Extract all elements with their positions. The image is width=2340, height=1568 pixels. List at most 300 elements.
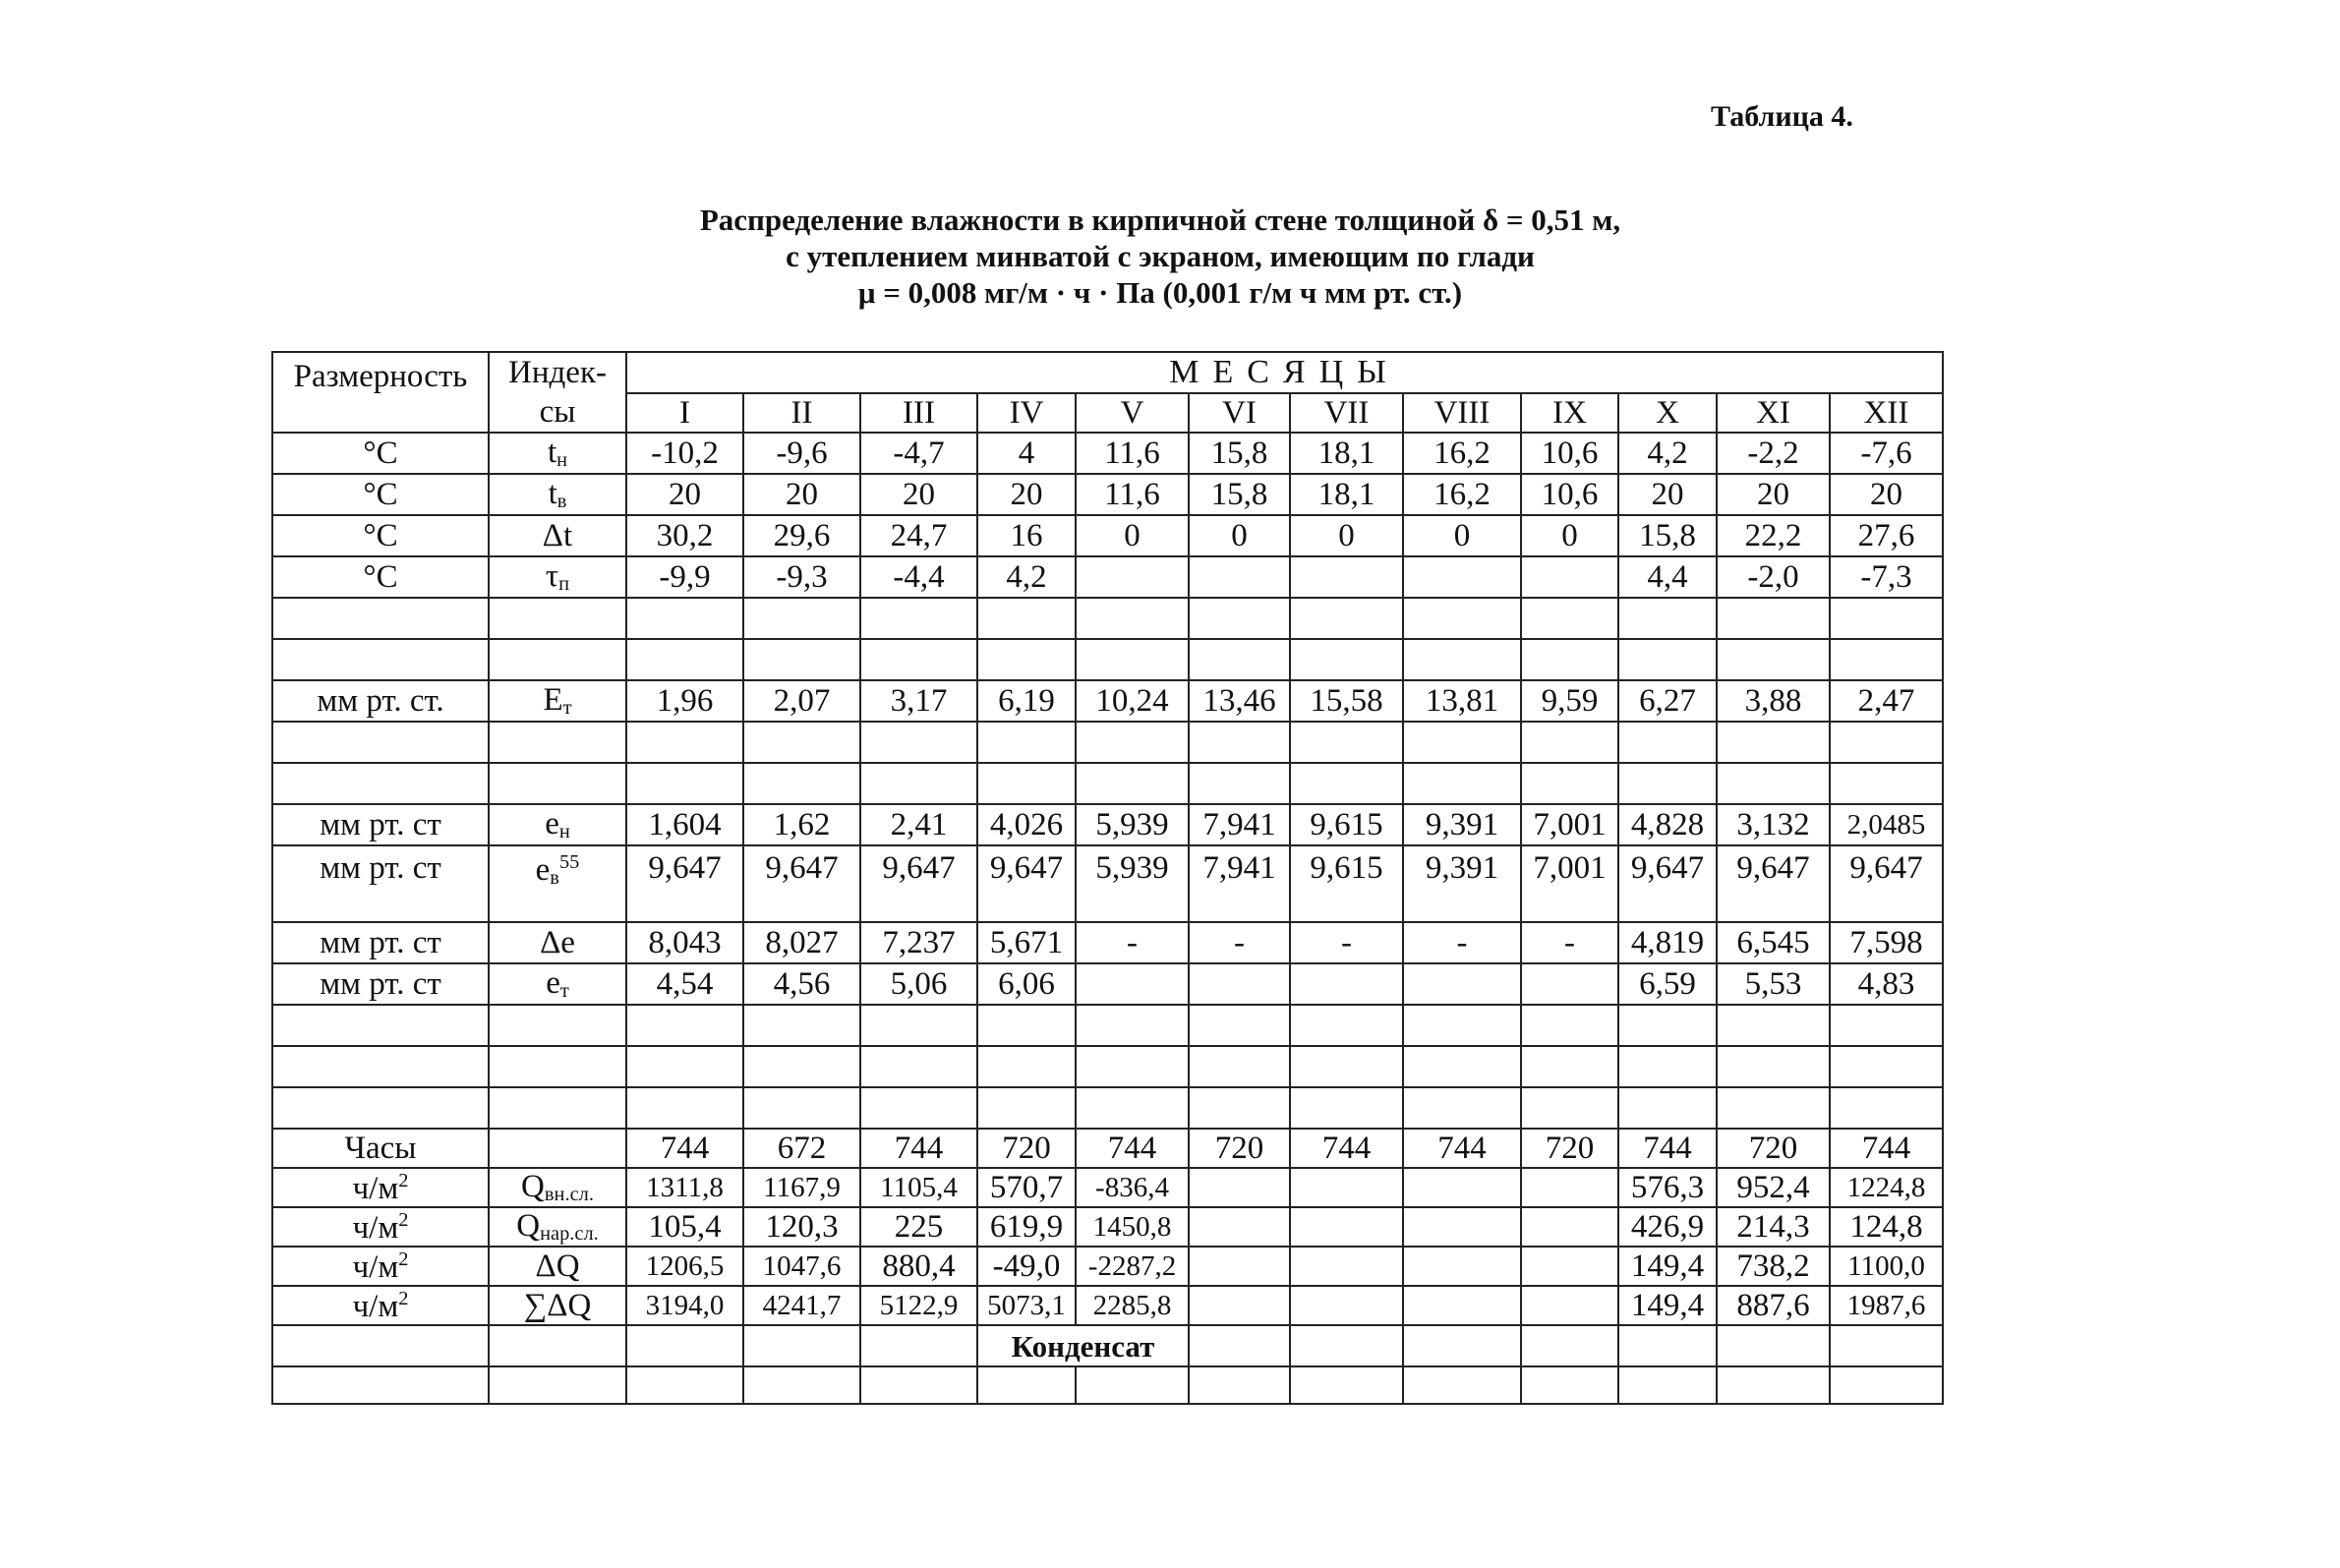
empty-row <box>272 1005 1943 1046</box>
empty-row <box>272 639 1943 680</box>
value-cell: 1,62 <box>743 804 860 845</box>
empty-cell <box>489 639 626 680</box>
empty-cell <box>1403 1325 1521 1366</box>
value-cell: 9,391 <box>1403 804 1521 845</box>
value-cell: 744 <box>1290 1129 1403 1168</box>
empty-cell <box>743 763 860 804</box>
empty-cell <box>1618 598 1717 639</box>
unit-cell: мм рт. ст <box>272 922 489 963</box>
value-cell: 22,2 <box>1717 515 1830 556</box>
month-header-4: IV <box>977 393 1076 433</box>
empty-cell <box>1290 1005 1403 1046</box>
value-cell <box>1076 556 1189 598</box>
header-index-line1: Индек- <box>489 352 626 393</box>
value-cell: 3,17 <box>860 680 977 722</box>
value-cell <box>1403 1247 1521 1286</box>
empty-cell <box>1830 1087 1943 1129</box>
value-cell: 6,59 <box>1618 963 1717 1005</box>
empty-cell <box>272 1087 489 1129</box>
index-cell <box>489 1129 626 1168</box>
index-cell: Δe <box>489 922 626 963</box>
value-cell <box>1189 1168 1290 1207</box>
value-cell: 9,647 <box>743 845 860 922</box>
empty-cell <box>860 1046 977 1087</box>
value-cell <box>1403 1168 1521 1207</box>
empty-cell <box>626 763 743 804</box>
empty-cell <box>977 722 1076 763</box>
empty-cell <box>272 722 489 763</box>
month-header-7: VII <box>1290 393 1403 433</box>
value-cell: 4,819 <box>1618 922 1717 963</box>
value-cell: 1311,8 <box>626 1168 743 1207</box>
row-de <box>272 922 1943 963</box>
empty-cell <box>1290 1325 1403 1366</box>
value-cell: 3,132 <box>1717 804 1830 845</box>
empty-cell <box>860 1325 977 1366</box>
empty-cell <box>1830 598 1943 639</box>
value-cell: - <box>1521 922 1618 963</box>
empty-cell <box>626 639 743 680</box>
empty-cell <box>1521 763 1618 804</box>
value-cell: 5,939 <box>1076 845 1189 922</box>
index-cell: $Q_{вн.сл.}$ <box>489 1168 626 1207</box>
empty-cell <box>1076 1087 1189 1129</box>
value-cell <box>1403 556 1521 598</box>
empty-cell <box>1830 639 1943 680</box>
value-cell: 1224,8 <box>1830 1168 1943 1207</box>
empty-cell <box>1290 598 1403 639</box>
value-cell: 2285,8 <box>1076 1286 1189 1325</box>
value-cell: 0 <box>1076 515 1189 556</box>
value-cell <box>1189 556 1290 598</box>
value-cell: 7,941 <box>1189 804 1290 845</box>
value-cell: 4,2 <box>977 556 1076 598</box>
empty-cell <box>743 639 860 680</box>
value-cell: 738,2 <box>1717 1247 1830 1286</box>
empty-cell <box>1717 1087 1830 1129</box>
value-cell <box>1290 1286 1403 1325</box>
value-cell <box>1521 963 1618 1005</box>
value-cell: 744 <box>626 1129 743 1168</box>
table-title <box>551 202 1770 311</box>
value-cell: 4,54 <box>626 963 743 1005</box>
value-cell: 9,647 <box>626 845 743 922</box>
value-cell: 24,7 <box>860 515 977 556</box>
header-months: МЕСЯЦЫ <box>626 352 1943 393</box>
value-cell: 124,8 <box>1830 1207 1943 1247</box>
value-cell: 13,81 <box>1403 680 1521 722</box>
value-cell: 1,96 <box>626 680 743 722</box>
value-cell: 5,671 <box>977 922 1076 963</box>
header-index-line2: сы <box>489 393 626 433</box>
row-e-n <box>272 804 1943 845</box>
value-cell <box>1290 1207 1403 1247</box>
empty-cell <box>1717 1046 1830 1087</box>
value-cell: 1105,4 <box>860 1168 977 1207</box>
empty-row <box>272 1046 1943 1087</box>
empty-cell <box>489 1087 626 1129</box>
empty-cell <box>977 598 1076 639</box>
row-t-v <box>272 474 1943 515</box>
empty-cell <box>977 1005 1076 1046</box>
value-cell <box>1403 1286 1521 1325</box>
value-cell: 6,06 <box>977 963 1076 1005</box>
value-cell: 27,6 <box>1830 515 1943 556</box>
empty-cell <box>1189 1046 1290 1087</box>
value-cell: 0 <box>1521 515 1618 556</box>
index-cell: Δt <box>489 515 626 556</box>
value-cell: 6,545 <box>1717 922 1830 963</box>
value-cell: 744 <box>1403 1129 1521 1168</box>
value-cell: 426,9 <box>1618 1207 1717 1247</box>
value-cell <box>1521 1168 1618 1207</box>
index-cell: $t_н$ <box>489 433 626 474</box>
value-cell <box>1290 556 1403 598</box>
month-header-1: I <box>626 393 743 433</box>
empty-cell <box>860 722 977 763</box>
value-cell: 2,47 <box>1830 680 1943 722</box>
month-header-2: II <box>743 393 860 433</box>
empty-cell <box>743 1087 860 1129</box>
value-cell: 880,4 <box>860 1247 977 1286</box>
month-header-10: X <box>1618 393 1717 433</box>
empty-cell <box>1403 1087 1521 1129</box>
empty-cell <box>489 1325 626 1366</box>
empty-cell <box>272 1366 489 1404</box>
empty-cell <box>743 1366 860 1404</box>
empty-cell <box>860 598 977 639</box>
empty-cell <box>1076 1366 1189 1404</box>
empty-cell <box>1618 1325 1717 1366</box>
empty-cell <box>743 722 860 763</box>
empty-cell <box>1521 1325 1618 1366</box>
value-cell: 1987,6 <box>1830 1286 1943 1325</box>
value-cell: 7,598 <box>1830 922 1943 963</box>
value-cell: 4,828 <box>1618 804 1717 845</box>
value-cell: 20 <box>1830 474 1943 515</box>
empty-cell <box>626 1005 743 1046</box>
value-cell: 10,6 <box>1521 433 1618 474</box>
value-cell <box>1189 1247 1290 1286</box>
value-cell: 7,237 <box>860 922 977 963</box>
row-q-vn <box>272 1168 1943 1207</box>
empty-cell <box>977 1046 1076 1087</box>
unit-cell: $ч/м^2$ <box>272 1247 489 1286</box>
unit-cell: мм рт. ст <box>272 963 489 1005</box>
table-number: Таблица 4. <box>1711 100 1853 133</box>
empty-cell <box>1521 1046 1618 1087</box>
empty-cell <box>1618 763 1717 804</box>
empty-cell <box>1189 722 1290 763</box>
value-cell: 20 <box>626 474 743 515</box>
empty-cell <box>1618 1087 1717 1129</box>
value-cell: 15,8 <box>1189 474 1290 515</box>
value-cell: 619,9 <box>977 1207 1076 1247</box>
month-header-11: XI <box>1717 393 1830 433</box>
value-cell: 4241,7 <box>743 1286 860 1325</box>
value-cell: 9,615 <box>1290 845 1403 922</box>
value-cell: 720 <box>1189 1129 1290 1168</box>
value-cell: 9,647 <box>1717 845 1830 922</box>
value-cell: 4,4 <box>1618 556 1717 598</box>
unit-cell: °C <box>272 474 489 515</box>
value-cell: 20 <box>743 474 860 515</box>
unit-cell: °C <box>272 515 489 556</box>
empty-cell <box>860 1005 977 1046</box>
empty-cell <box>977 639 1076 680</box>
index-cell: ΔQ <box>489 1247 626 1286</box>
month-header-12: XII <box>1830 393 1943 433</box>
value-cell <box>1189 1286 1290 1325</box>
empty-cell <box>977 763 1076 804</box>
empty-cell <box>1189 763 1290 804</box>
empty-cell <box>272 763 489 804</box>
value-cell: 0 <box>1189 515 1290 556</box>
unit-cell: мм рт. ст <box>272 845 489 922</box>
empty-cell <box>626 1325 743 1366</box>
row-condensate <box>272 1325 1943 1366</box>
index-cell: $e_н$ <box>489 804 626 845</box>
row-t-n <box>272 433 1943 474</box>
empty-cell <box>743 1046 860 1087</box>
value-cell: 30,2 <box>626 515 743 556</box>
empty-cell <box>1717 1366 1830 1404</box>
empty-cell <box>1717 598 1830 639</box>
empty-cell <box>1830 1325 1943 1366</box>
value-cell: 29,6 <box>743 515 860 556</box>
unit-cell: $ч/м^2$ <box>272 1207 489 1247</box>
value-cell <box>1189 963 1290 1005</box>
month-header-9: IX <box>1521 393 1618 433</box>
empty-cell <box>626 1366 743 1404</box>
value-cell: 576,3 <box>1618 1168 1717 1207</box>
empty-cell <box>1618 722 1717 763</box>
empty-cell <box>1403 1366 1521 1404</box>
value-cell: 10,24 <box>1076 680 1189 722</box>
value-cell: 9,391 <box>1403 845 1521 922</box>
empty-row <box>272 1366 1943 1404</box>
value-cell: 9,647 <box>1830 845 1943 922</box>
value-cell: 672 <box>743 1129 860 1168</box>
value-cell: -836,4 <box>1076 1168 1189 1207</box>
empty-cell <box>1521 722 1618 763</box>
value-cell: 2,07 <box>743 680 860 722</box>
index-cell: $Q_{нар.сл.}$ <box>489 1207 626 1247</box>
empty-cell <box>1290 1046 1403 1087</box>
value-cell: 15,58 <box>1290 680 1403 722</box>
empty-cell <box>1830 1046 1943 1087</box>
value-cell: 1100,0 <box>1830 1247 1943 1286</box>
value-cell: - <box>1076 922 1189 963</box>
value-cell: 11,6 <box>1076 474 1189 515</box>
value-cell: 9,647 <box>1618 845 1717 922</box>
value-cell: 570,7 <box>977 1168 1076 1207</box>
row-dq <box>272 1247 1943 1286</box>
empty-cell <box>860 1366 977 1404</box>
empty-cell <box>272 1046 489 1087</box>
empty-cell <box>1403 1005 1521 1046</box>
index-cell: ∑ΔQ <box>489 1286 626 1325</box>
value-cell: 20 <box>1618 474 1717 515</box>
empty-cell <box>489 1005 626 1046</box>
value-cell: -49,0 <box>977 1247 1076 1286</box>
value-cell: 7,001 <box>1521 845 1618 922</box>
empty-row <box>272 1087 1943 1129</box>
empty-cell <box>272 1005 489 1046</box>
index-cell: $e_т$ <box>489 963 626 1005</box>
empty-cell <box>1189 1005 1290 1046</box>
empty-cell <box>743 1325 860 1366</box>
empty-cell <box>1403 722 1521 763</box>
value-cell: 18,1 <box>1290 433 1403 474</box>
row-tau-p <box>272 556 1943 598</box>
value-cell: 4,83 <box>1830 963 1943 1005</box>
value-cell: -10,2 <box>626 433 743 474</box>
empty-cell <box>743 598 860 639</box>
value-cell: 9,615 <box>1290 804 1403 845</box>
empty-cell <box>1618 1366 1717 1404</box>
empty-cell <box>1521 639 1618 680</box>
value-cell: 1167,9 <box>743 1168 860 1207</box>
value-cell: 15,8 <box>1189 433 1290 474</box>
month-header-5: V <box>1076 393 1189 433</box>
empty-cell <box>977 1366 1076 1404</box>
empty-cell <box>626 1046 743 1087</box>
row-dt <box>272 515 1943 556</box>
value-cell: 20 <box>860 474 977 515</box>
value-cell: 5073,1 <box>977 1286 1076 1325</box>
empty-cell <box>1521 1087 1618 1129</box>
empty-cell <box>1076 639 1189 680</box>
row-q-nar <box>272 1207 1943 1247</box>
empty-cell <box>860 1087 977 1129</box>
value-cell: -9,9 <box>626 556 743 598</box>
empty-cell <box>1521 1366 1618 1404</box>
row-e-t <box>272 963 1943 1005</box>
empty-cell <box>1290 1087 1403 1129</box>
empty-cell <box>1717 1325 1830 1366</box>
empty-cell <box>1189 1087 1290 1129</box>
empty-cell <box>1830 1005 1943 1046</box>
value-cell: 0 <box>1403 515 1521 556</box>
value-cell: 15,8 <box>1618 515 1717 556</box>
row-e-v <box>272 845 1943 922</box>
value-cell: 3194,0 <box>626 1286 743 1325</box>
value-cell: 149,4 <box>1618 1247 1717 1286</box>
value-cell: -2287,2 <box>1076 1247 1189 1286</box>
empty-cell <box>272 639 489 680</box>
empty-cell <box>272 598 489 639</box>
value-cell: 9,59 <box>1521 680 1618 722</box>
empty-cell <box>1403 1046 1521 1087</box>
empty-cell <box>1830 763 1943 804</box>
title-line-2: с утеплением минватой с экраном, имеющим по глади <box>786 239 1535 273</box>
value-cell: 720 <box>1521 1129 1618 1168</box>
moisture-table <box>271 351 1944 1405</box>
value-cell: 5,939 <box>1076 804 1189 845</box>
empty-cell <box>1076 1005 1189 1046</box>
empty-cell <box>1290 763 1403 804</box>
value-cell: 1450,8 <box>1076 1207 1189 1247</box>
value-cell: 1,604 <box>626 804 743 845</box>
empty-cell <box>1189 1325 1290 1366</box>
value-cell: 16,2 <box>1403 433 1521 474</box>
value-cell: 105,4 <box>626 1207 743 1247</box>
unit-cell: °C <box>272 556 489 598</box>
value-cell: 952,4 <box>1717 1168 1830 1207</box>
value-cell: 744 <box>1830 1129 1943 1168</box>
value-cell <box>1290 1168 1403 1207</box>
value-cell: 3,88 <box>1717 680 1830 722</box>
value-cell: 7,001 <box>1521 804 1618 845</box>
index-cell: $E_т$ <box>489 680 626 722</box>
month-header-3: III <box>860 393 977 433</box>
empty-cell <box>626 722 743 763</box>
row-hours <box>272 1129 1943 1168</box>
value-cell <box>1290 963 1403 1005</box>
value-cell: 214,3 <box>1717 1207 1830 1247</box>
empty-cell <box>1717 1005 1830 1046</box>
empty-cell <box>1618 639 1717 680</box>
empty-cell <box>1290 1366 1403 1404</box>
empty-cell <box>1076 722 1189 763</box>
empty-cell <box>1618 1046 1717 1087</box>
value-cell: 16,2 <box>1403 474 1521 515</box>
value-cell: -2,2 <box>1717 433 1830 474</box>
value-cell: 887,6 <box>1717 1286 1830 1325</box>
empty-cell <box>272 1325 489 1366</box>
empty-cell <box>1521 1005 1618 1046</box>
unit-cell: мм рт. ст. <box>272 680 489 722</box>
value-cell: 9,647 <box>977 845 1076 922</box>
value-cell <box>1403 1207 1521 1247</box>
empty-cell <box>1830 1366 1943 1404</box>
empty-cell <box>977 1087 1076 1129</box>
value-cell: 720 <box>977 1129 1076 1168</box>
value-cell: 149,4 <box>1618 1286 1717 1325</box>
empty-cell <box>489 1046 626 1087</box>
index-cell: $\tau_п$ <box>489 556 626 598</box>
empty-cell <box>1076 598 1189 639</box>
value-cell: 2,0485 <box>1830 804 1943 845</box>
value-cell: -9,3 <box>743 556 860 598</box>
empty-cell <box>1189 598 1290 639</box>
value-cell: 4,026 <box>977 804 1076 845</box>
unit-cell: $ч/м^2$ <box>272 1286 489 1325</box>
value-cell: 4 <box>977 433 1076 474</box>
empty-cell <box>1521 598 1618 639</box>
empty-cell <box>1403 763 1521 804</box>
value-cell: 6,19 <box>977 680 1076 722</box>
value-cell: 13,46 <box>1189 680 1290 722</box>
value-cell: 720 <box>1717 1129 1830 1168</box>
empty-cell <box>1618 1005 1717 1046</box>
value-cell: -7,6 <box>1830 433 1943 474</box>
value-cell: 7,941 <box>1189 845 1290 922</box>
value-cell: 4,2 <box>1618 433 1717 474</box>
row-sdq <box>272 1286 1943 1325</box>
value-cell: -7,3 <box>1830 556 1943 598</box>
value-cell: 8,027 <box>743 922 860 963</box>
value-cell: 1206,5 <box>626 1247 743 1286</box>
empty-cell <box>743 1005 860 1046</box>
value-cell: 120,3 <box>743 1207 860 1247</box>
value-cell <box>1521 1286 1618 1325</box>
value-cell <box>1521 1207 1618 1247</box>
title-line-1: Распределение влажности в кирпичной стене толщиной δ = 0,51 м, <box>699 203 1621 237</box>
index-cell: $e_в^{55}$ <box>489 845 626 922</box>
empty-cell <box>1717 763 1830 804</box>
